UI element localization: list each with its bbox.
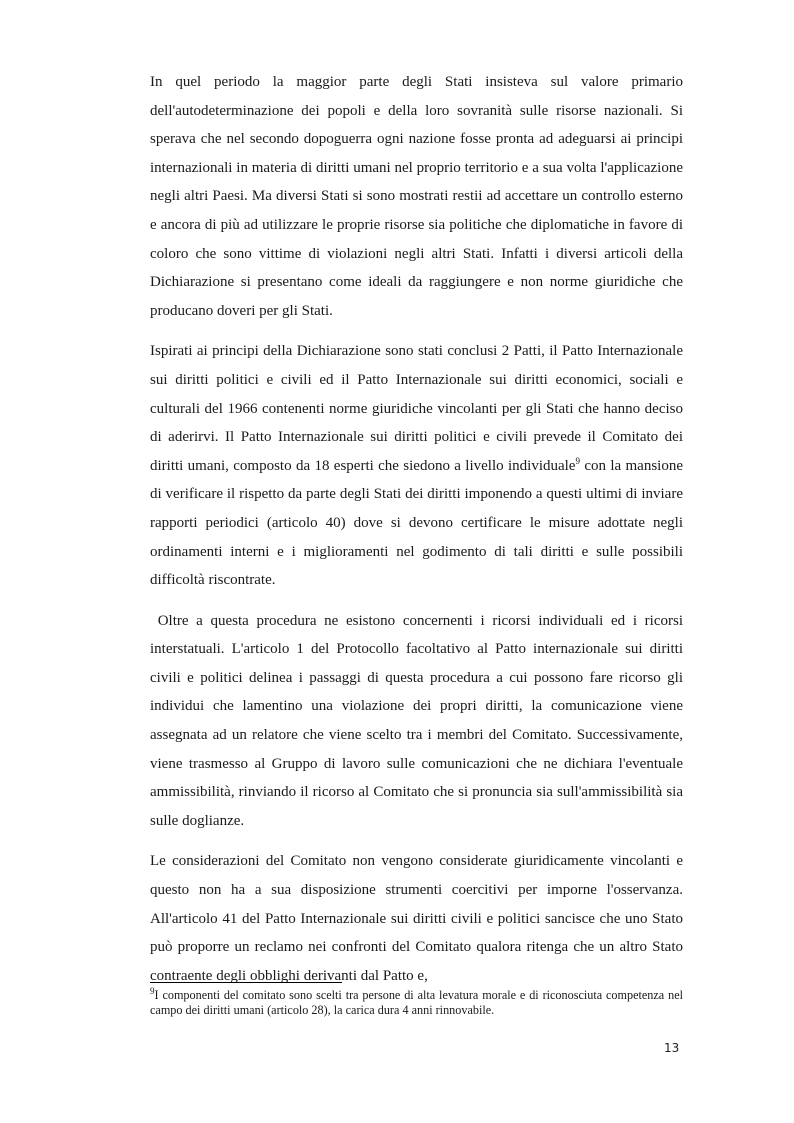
paragraph-2-text-before: Ispirati ai principi della Dichiarazione sono stati conclusi 2 Patti, il Patto Internazionale sui diritti politici e civili ed il Patto Internazionale sui diritti economici, sociali e culturali del 1966 contenenti norme giuridiche vincolanti per gli Stati che hanno deciso di aderirvi. Il Patto Internazionale sui diritti politici e civili prevede il Comitato dei diritti umani, composto da 18 esperti che siedono a livello individuale (150, 343, 683, 474)
body-text (150, 68, 687, 1002)
paragraph-3: Oltre a questa procedura ne esistono concernenti i ricorsi individuali ed i ricorsi interstatuali. L'articolo 1 del Protocollo facoltativo al Patto internazionale sui diritti civili e politici delinea i passaggi di questa procedura a cui possono fare ricorso gli individui che lamentino una violazione dei propri diritti, la comunicazione viene assegnata ad un relatore che viene scelto tra i membri del Comitato. Successivamente, viene trasmesso al Gruppo di lavoro sulle comunicazioni che ne dichiara l'eventuale ammissibilità, rinviando il ricorso al Comitato che si pronuncia sia sull'ammissibilità sia sulle doglianze. (150, 612, 687, 829)
footnote-separator (150, 982, 342, 983)
footnote-reference: 9 (575, 455, 580, 466)
paragraph-2-text-after: con la mansione di verificare il rispetto da parte degli Stati dei diritti imponendo a questi ultimi di inviare rapporti periodici (articolo 40) dove si devono certificare le misure adottate negli ordinamenti interni e i miglioramenti nel godimento di tali diritti e sulle possibili difficoltà riscontrate. (150, 457, 683, 589)
paragraph-2 (150, 337, 683, 594)
footnote (150, 985, 683, 1018)
paragraph-1: In quel periodo la maggior parte degli Stati insisteva sul valore primario dell'autodeterminazione dei popoli e della loro sovranità sulle risorse nazionali. Si sperava che nel secondo dopoguerra ogni nazione fosse pronta ad adeguarsi ai principi internazionali in materia di diritti umani nel proprio territorio e a sua volta l'applicazione negli altri Paesi. Ma diversi Stati si sono mostrati restii ad accettare un controllo esterno e ancora di più ad utilizzare le proprie risorse sia politiche che diplomatiche in favore di coloro che sono vittime di violazioni negli altri Stati. Infatti i diversi articoli della Dichiarazione si presentano come ideali da raggiungere e non norme giuridiche che producano doveri per gli Stati. (150, 74, 683, 319)
page-number: 13 (664, 1041, 680, 1055)
footnote-number: 9 (150, 985, 155, 996)
footnote-text: I componenti del comitato sono scelti tra persone di alta levatura morale e di riconosciuta competenza nel campo dei diritti umani (articolo 28), la carica dura 4 anni rinnovabile. (150, 988, 683, 1017)
paragraph-4: Le considerazioni del Comitato non vengono considerate giuridicamente vincolanti e questo non ha a sua disposizione strumenti coercitivi per imporne l'osservanza. All'articolo 41 del Patto Internazionale sui diritti civili e politici sancisce che uno Stato può proporre un reclamo nei confronti del Comitato qualora ritenga che un altro Stato contraente degli obblighi derivanti dal Patto e, (150, 853, 683, 984)
